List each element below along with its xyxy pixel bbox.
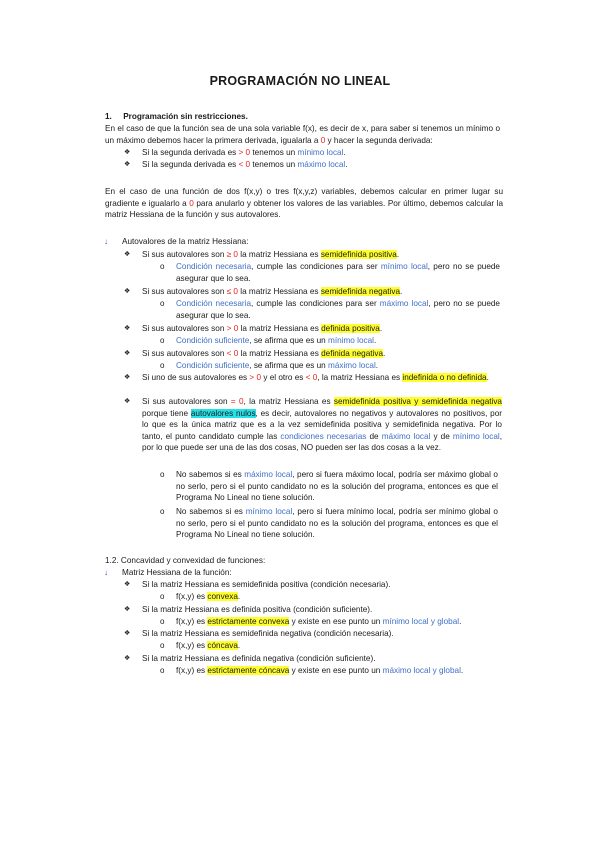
list-item: Si la segunda derivada es > 0 tenemos un mínimo local. xyxy=(142,148,346,157)
list-subitem: Condición suficiente, se afirma que es un mínimo local. xyxy=(176,336,377,345)
list-item: Si la segunda derivada es < 0 tenemos un máximo local. xyxy=(142,160,348,169)
circle-bullet-icon: o xyxy=(160,336,165,345)
diamond-bullet-icon: ❖ xyxy=(124,606,131,613)
list-item: Si la matriz Hessiana es definida positiva (condición suficiente). xyxy=(142,605,373,614)
diamond-bullet-icon: ❖ xyxy=(124,374,131,381)
list-subitem: Condición necesaria, cumple las condiciones para ser mínimo local, pero no se puede asegurar que lo sea. xyxy=(176,262,500,283)
diamond-bullet-icon: ❖ xyxy=(124,161,131,168)
circle-bullet-icon: o xyxy=(160,507,165,516)
circle-bullet-icon: o xyxy=(160,617,165,626)
diamond-bullet-icon: ❖ xyxy=(124,350,131,357)
list-subitem: Condición necesaria, cumple las condiciones para ser máximo local, pero no se puede asegurar que lo sea. xyxy=(176,299,500,320)
diamond-bullet-icon: ❖ xyxy=(124,288,131,295)
list-item: Si sus autovalores son ≥ 0 la matriz Hessiana es semidefinida positiva. xyxy=(142,250,400,259)
list-item: Si sus autovalores son ≤ 0 la matriz Hessiana es semidefinida negativa. xyxy=(142,287,403,296)
section-heading: 1. Programación sin restricciones. xyxy=(105,112,248,121)
diamond-bullet-icon: ❖ xyxy=(124,251,131,258)
list-item: Si sus autovalores son = 0, la matriz Hessiana es semidefinida positiva y semidefinida negativa porque tiene autovalores nulos, es decir, autovalores no negativos y autovalores no positivos, por lo que es la única matriz que es a la vez semidefinida positiva y semidefinida negativa. Por lo tanto, el punto candidato cumple las condiciones necesarias de máximo local y de mínimo local, por lo que puede ser una de las dos cosas, NO pueden ser las dos cosas a la vez. xyxy=(142,397,502,453)
list-item: Si la matriz Hessiana es semidefinida negativa (condición necesaria). xyxy=(142,629,394,638)
circle-bullet-icon: o xyxy=(160,299,165,308)
circle-bullet-icon: o xyxy=(160,641,165,650)
subsection-heading: Matriz Hessiana de la función: xyxy=(122,568,232,577)
diamond-bullet-icon: ❖ xyxy=(124,398,131,405)
circle-bullet-icon: o xyxy=(160,470,165,479)
gradient-paragraph: En el caso de una función de dos f(x,y) o tres f(x,y,z) variables, debemos calcular en primer lugar su gradiente e igualarlo a 0 para anularlo y obtener los valores de las variables. Por último, debemos calcular la matriz Hessiana de la función y sus autovalores. xyxy=(105,187,503,220)
diamond-bullet-icon: ❖ xyxy=(124,325,131,332)
list-subitem: No sabemos si es mínimo local, pero si fuera mínimo local, podría ser mínimo global o no serlo, pero si el punto candidato no es la solución del programa, entonces es que el Programa No Lineal no tiene solución. xyxy=(176,507,498,540)
subsection-heading: Autovalores de la matriz Hessiana: xyxy=(122,237,249,246)
diamond-bullet-icon: ❖ xyxy=(124,149,131,156)
circle-bullet-icon: o xyxy=(160,262,165,271)
list-subitem: Condición suficiente, se afirma que es un máximo local. xyxy=(176,361,379,370)
list-item: Si la matriz Hessiana es definida negativa (condición suficiente). xyxy=(142,654,376,663)
list-item: Si sus autovalores son < 0 la matriz Hessiana es definida negativa. xyxy=(142,349,386,358)
arrow-down-bullet-icon: ↓ xyxy=(104,237,108,246)
diamond-bullet-icon: ❖ xyxy=(124,581,131,588)
list-item: Si la matriz Hessiana es semidefinida positiva (condición necesaria). xyxy=(142,580,391,589)
page-title: PROGRAMACIÓN NO LINEAL xyxy=(209,74,391,88)
list-subitem: f(x,y) es estrictamente convexa y existe en ese punto un mínimo local y global. xyxy=(176,617,462,626)
list-item: Si sus autovalores son > 0 la matriz Hessiana es definida positiva. xyxy=(142,324,383,333)
diamond-bullet-icon: ❖ xyxy=(124,655,131,662)
circle-bullet-icon: o xyxy=(160,361,165,370)
list-subitem: f(x,y) es cóncava. xyxy=(176,641,241,650)
circle-bullet-icon: o xyxy=(160,666,165,675)
list-item: Si uno de sus autovalores es > 0 y el otro es < 0, la matriz Hessiana es indefinida o no definida. xyxy=(142,373,489,382)
list-subitem: f(x,y) es estrictamente cóncava y existe en ese punto un máximo local y global. xyxy=(176,666,464,675)
diamond-bullet-icon: ❖ xyxy=(124,630,131,637)
arrow-down-bullet-icon: ↓ xyxy=(104,568,108,577)
list-subitem: f(x,y) es convexa. xyxy=(176,592,241,601)
circle-bullet-icon: o xyxy=(160,592,165,601)
list-subitem: No sabemos si es máximo local, pero si fuera máximo local, podría ser máximo global o no serlo, pero si el punto candidato no es la solución del programa, entonces es que el Programa No Lineal no tiene solución. xyxy=(176,470,498,503)
intro-paragraph: En el caso de que la función sea de una sola variable f(x), es decir de x, para saber si tenemos un mínimo o un máximo debemos hacer la primera derivada, igualarla a 0 y hacer la segunda derivada: xyxy=(105,124,500,145)
section-heading: 1.2. Concavidad y convexidad de funciones: xyxy=(105,556,266,565)
